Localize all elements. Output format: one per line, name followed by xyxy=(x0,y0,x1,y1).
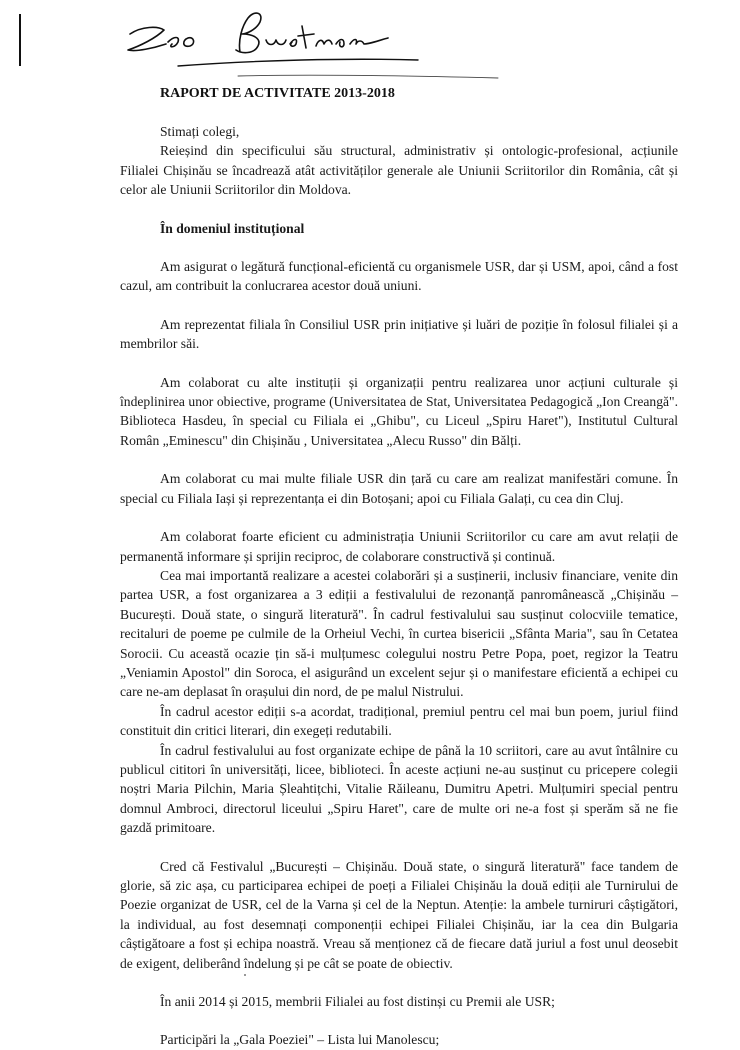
paragraph-3: Am colaborat cu alte instituții și organizații pentru realizarea unor acțiuni culturale și îndeplinirea unor obiective, programe (Universitatea de Stat, Universitatea Pedagogică „Ion Creangă". Biblioteca Hasdeu, în special cu Filiala ei „Ghibu", cu Liceul „Spiru Haret"), Institutul Cultural Român „Eminescu" din Chișinău , Universitatea „Alecu Russo" din Bălți. xyxy=(120,374,678,448)
report-body xyxy=(120,84,678,1050)
paragraph-10: În anii 2014 și 2015, membrii Filialei au fost distinși cu Premii ale USR; xyxy=(160,994,555,1010)
paragraph-7: În cadrul acestor ediții s-a acordat, tradițional, premiul pentru cel mai bun poem, juriul fiind constituit din critici literari, din exegeți redutabili. xyxy=(120,703,678,739)
paragraph-8: În cadrul festivalului au fost organizate echipe de până la 10 scriitori, care au avut întâlnire cu publicul cititori în universități, licee, biblioteci. În aceste acțiuni ne-au susținut cu pricepere colegii noștri Maria Pilchin, Maria Șleahtițchi, Vitalie Răileanu, Dumitru Apetri. Mulțumiri special pentru domnul Ambroci, directorul liceului „Spiru Haret", care de multe ori ne-a fost și sperăm să ne fie gazdă primitoare. xyxy=(120,742,678,836)
section-heading: În domeniul instituțional xyxy=(160,220,305,236)
paragraph-5: Am colaborat foarte eficient cu administrația Uniunii Scriitorilor cu care am avut relații de permanentă informare și sprijin reciproc, de colaborare constructivă și continuă. xyxy=(120,529,678,564)
paragraph-11: Participări la „Gala Poeziei" – Lista lui Manolescu; xyxy=(160,1032,440,1048)
paragraph-4: Am colaborat cu mai multe filiale USR din țară cu care am realizat manifestări comune. În special cu Filiala Iași și reprezentanța ei din Botoșani; apoi cu Filiala Galați, cu cea din Cluj. xyxy=(120,471,678,506)
report-title: RAPORT DE ACTIVITATE 2013-2018 xyxy=(160,86,395,101)
greeting: Stimați colegi, xyxy=(160,124,240,139)
paragraph-1: Am asigurat o legătură funcțional-eficientă cu organismele USR, dar și USM, apoi, când a fost cazul, am contribuit la conlucrarea acestor două uniuni. xyxy=(120,259,678,294)
paragraph-6: Cea mai importantă realizare a acestei colaborări și a susținerii, inclusiv financiare, venite din partea USR, a fost organizarea a 3 ediții a festivalului de rezonanță panromânească „Chișinău – București. Două state, o singură literatură". În cadrul festivalului sau susținut colocviile tematice, recitaluri de poeme pe culmile de la Orheiul Vechi, în curtea bisericii „Sfânta Maria", sau în Cetatea Sorocii. Cu această ocazie țin să-i mulțumesc colegului nostru Petre Popa, poet, regizor la Teatru „Veniamin Apostol" din Soroca, el asigurând un excelent sejur și o manifestare eficientă a echipei cu care ne-am deplasat în orașului din nord, de pe malul Nistrului. xyxy=(120,567,678,700)
margin-line xyxy=(19,14,21,66)
stray-mark xyxy=(244,974,246,976)
paragraph-2: Am reprezentat filiala în Consiliul USR prin inițiative și luări de poziție în folosul filialei și a membrilor săi. xyxy=(120,316,678,352)
paragraph-9: Cred că Festivalul „București – Chișinău. Două state, o singură literatură" face tandem de glorie, să zic așa, cu participarea echipei de poeți a Filialei Chișinău la două ediții ale Turnirului de Poezie organizat de USR, cel de la Varna și cel de la Neptun. Atenție: la ambele turniruri câștigători, la individual, au fost desemnați componenții echipei Filialei Chișinău, iar la cea din Bulgaria câștigătoare a fost și echipa noastră. Vreau să menționez că de fiecare dată juriul a fost unul deosebit de exigent, deliberând îndelung și pe cât se poate de obiectiv. xyxy=(120,858,678,971)
handwritten-signature xyxy=(118,4,518,84)
intro-paragraph: Reieșind din specificului său structural, administrativ și ontologic-profesional, acțiunile Filialei Chișinău se încadrează atât activităților generale ale Uniunii Scriitorilor din România, cât și celor ale Uniunii Scriitorilor din Moldova. xyxy=(120,143,678,198)
